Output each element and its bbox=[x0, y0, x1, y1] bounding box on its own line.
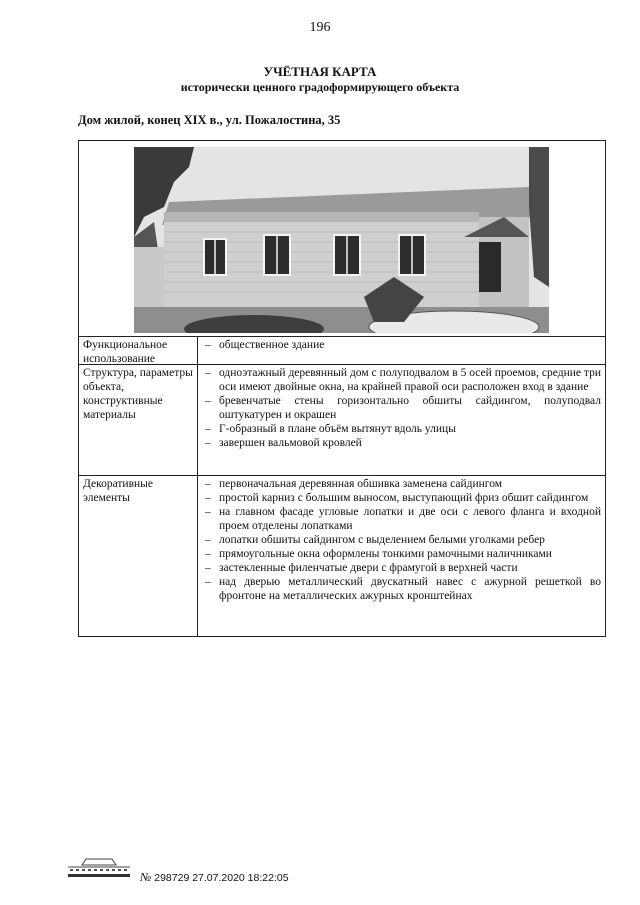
object-heading: Дом жилой, конец XIX в., ул. Пожалостина, 35 bbox=[78, 113, 341, 127]
item-text: прямоугольные окна оформлены тонкими рамочными наличниками bbox=[219, 548, 552, 560]
item-text: одноэтажный деревянный дом с полуподвалом в 5 осей проемов, средние три оси имеют двойные окна, на крайней правой оси расположен вход в здание bbox=[219, 367, 601, 393]
page-number: 196 bbox=[309, 20, 331, 35]
item-text: над дверью металлический двускатный навес с ажурной решеткой во фронтоне на металлических ажурных кронштейнах bbox=[219, 576, 601, 602]
item-text: на главном фасаде угловые лопатки и две оси с левого фланга и входной проем отделены лопатками bbox=[219, 506, 601, 532]
registration-stamp-icon bbox=[66, 851, 132, 879]
dash-bullet: – bbox=[205, 437, 211, 449]
list-item bbox=[205, 533, 601, 547]
number-symbol: № bbox=[140, 870, 152, 884]
list-item bbox=[205, 491, 601, 505]
document-registration-footer bbox=[140, 870, 289, 885]
row-structure bbox=[79, 364, 605, 475]
item-text: простой карниз с большим выносом, выступающий фриз обшит сайдингом bbox=[219, 492, 589, 504]
item-text: завершен вальмовой кровлей bbox=[219, 437, 362, 449]
building-photo bbox=[134, 147, 549, 333]
list-item bbox=[205, 338, 601, 352]
list-item bbox=[205, 436, 601, 450]
dash-bullet: – bbox=[205, 576, 211, 588]
list-item bbox=[205, 547, 601, 561]
dash-bullet: – bbox=[205, 548, 211, 560]
item-text: бревенчатые стены горизонтально обшиты сайдингом, полуподвал оштукатурен и окрашен bbox=[219, 395, 601, 421]
item-text: Г-образный в плане объём вытянут вдоль улицы bbox=[219, 423, 456, 435]
row-items bbox=[199, 476, 605, 603]
row-label: Декоративные элементы bbox=[79, 476, 198, 636]
list-item bbox=[205, 422, 601, 436]
dash-bullet: – bbox=[205, 492, 211, 504]
list-item bbox=[205, 477, 601, 491]
dash-bullet: – bbox=[205, 367, 211, 379]
list-item bbox=[205, 561, 601, 575]
row-label: Функциональное использование bbox=[79, 337, 198, 364]
dash-bullet: – bbox=[205, 423, 211, 435]
row-functional-use bbox=[79, 336, 605, 364]
registration-number-date: 298729 27.07.2020 18:22:05 bbox=[154, 872, 289, 884]
list-item bbox=[205, 394, 601, 422]
card-title: УЧЁТНАЯ КАРТА bbox=[263, 64, 377, 79]
row-items bbox=[199, 337, 605, 352]
dash-bullet: – bbox=[205, 562, 211, 574]
item-text: застекленные филенчатые двери с фрамугой в верхней части bbox=[219, 562, 518, 574]
list-item bbox=[205, 505, 601, 533]
dash-bullet: – bbox=[205, 506, 211, 518]
list-item bbox=[205, 575, 601, 603]
record-card-table bbox=[78, 140, 606, 637]
row-label: Структура, параметры объекта, конструктивные материалы bbox=[79, 365, 198, 475]
item-text: первоначальная деревянная обшивка заменена сайдингом bbox=[219, 478, 503, 490]
item-text: лопатки обшиты сайдингом с выделением белыми уголками ребер bbox=[219, 534, 545, 546]
row-items bbox=[199, 365, 605, 450]
dash-bullet: – bbox=[205, 478, 211, 490]
list-item bbox=[205, 366, 601, 394]
item-text: общественное здание bbox=[219, 339, 325, 351]
dash-bullet: – bbox=[205, 395, 211, 407]
card-subtitle: исторически ценного градоформирующего объекта bbox=[180, 80, 460, 94]
dash-bullet: – bbox=[205, 534, 211, 546]
row-decorative-elements bbox=[79, 475, 605, 636]
dash-bullet: – bbox=[205, 339, 211, 351]
